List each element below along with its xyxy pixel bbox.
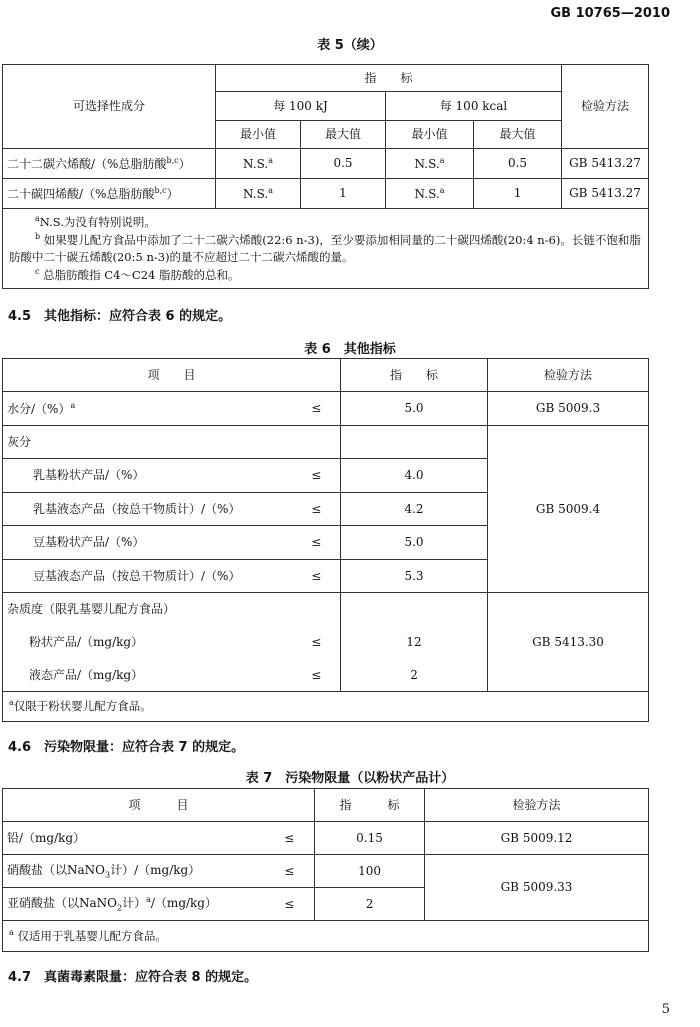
table5 [2, 64, 649, 289]
col-per-kcal-header: 每 100 kcal [386, 92, 562, 121]
table-row: 乳基液态产品（按总干物质计）/（%） ≤ 4.2 [3, 493, 649, 526]
table-row: 杂质度（限乳基婴儿配方食品） GB 5413.30 [3, 593, 649, 626]
col-max-header: 最大值 [301, 121, 386, 149]
col-per-kj-header: 每 100 kJ [216, 92, 386, 121]
table6 [2, 358, 649, 722]
col-max-header: 最大值 [474, 121, 562, 149]
table7 [2, 788, 649, 952]
table5-notes: $^a$N.S.为没有特别说明。 $^b$ 如果婴儿配方食品中添加了二十二碳六烯酸(22:6 n-3)，至少要添加相同量的二十碳四烯酸(20:4 n-6)。长链不饱和脂肪酸中二十碳五烯酸(20:5 n-3)的量不应超过二十二碳六烯酸的量。 $^c$ 总脂肪酸指 C4～C24 脂肪酸的总和。 [3, 209, 649, 289]
table-row: 豆基液态产品（按总干物质计）/（%） ≤ 5.3 [3, 560, 649, 593]
table6-caption: 表 6 其他指标 [304, 342, 396, 357]
col-method-header: 检验方法 [562, 65, 649, 149]
table6-note: $^a$仅限于粉状婴儿配方食品。 [3, 692, 649, 722]
table-row: 硝酸盐（以NaNO$_3$计）/（mg/kg） ≤ 100 GB 5009.33 [3, 855, 649, 888]
table-row: 粉状产品/（mg/kg） ≤ 12 [3, 626, 649, 659]
section-4-6: 4.6 污染物限量：应符合表 7 的规定。 [8, 740, 245, 755]
section-4-5: 4.5 其他指标：应符合表 6 的规定。 [8, 309, 232, 324]
standard-number: GB 10765—2010 [550, 6, 670, 21]
col-indicator-header: 指 标 [315, 789, 425, 822]
col-item-header: 项 目 [3, 359, 341, 392]
col-min-header: 最小值 [386, 121, 474, 149]
col-item-header: 项 目 [3, 789, 315, 822]
col-indicator-header: 指 标 [216, 65, 562, 92]
table-row: 亚硝酸盐（以NaNO$_2$计）$^a$/（mg/kg） ≤ 2 [3, 888, 649, 921]
table-row: 豆基粉状产品/（%） ≤ 5.0 [3, 526, 649, 560]
col-indicator-header: 指 标 [341, 359, 488, 392]
col-min-header: 最小值 [216, 121, 301, 149]
table-row: 乳基粉状产品/（%） ≤ 4.0 [3, 459, 649, 493]
table-row: 灰分 GB 5009.4 [3, 426, 649, 459]
table-row: 铅/（mg/kg） ≤ 0.15 GB 5009.12 [3, 822, 649, 855]
col-item-header: 可选择性成分 [3, 65, 216, 149]
table-row: 二十碳四烯酸/（%总脂肪酸$^{b,c}$） N.S.$^a$ 1 N.S.$^a$ 1 GB 5413.27 [3, 179, 649, 209]
table7-note: $^a$ 仅适用于乳基婴儿配方食品。 [3, 921, 649, 952]
table5-caption: 表 5（续） [317, 38, 383, 53]
table-row: 液态产品/（mg/kg） ≤ 2 [3, 659, 649, 692]
table-row: 二十二碳六烯酸/（%总脂肪酸$^{b,c}$） N.S.$^a$ 0.5 N.S.$^a$ 0.5 GB 5413.27 [3, 149, 649, 179]
col-method-header: 检验方法 [425, 789, 649, 822]
section-4-7: 4.7 真菌毒素限量：应符合表 8 的规定。 [8, 970, 258, 985]
table-row: 水分/（%）$^a$ ≤ 5.0 GB 5009.3 [3, 392, 649, 426]
table7-caption: 表 7 污染物限量（以粉状产品计） [245, 771, 455, 786]
col-method-header: 检验方法 [488, 359, 649, 392]
page-number: 5 [661, 1002, 670, 1017]
